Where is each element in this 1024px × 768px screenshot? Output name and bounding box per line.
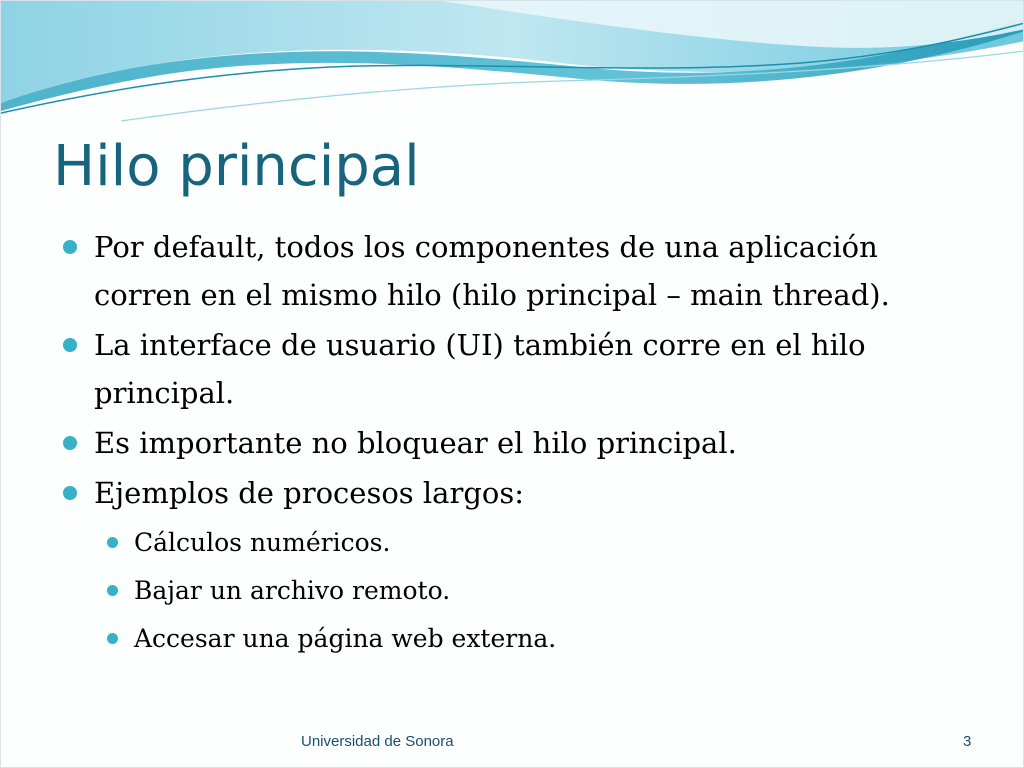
- bullet-text: Por default, todos los componentes de una aplicación corren en el mismo hilo (hilo principal – main thread).: [94, 230, 890, 312]
- slide-title: Hilo principal: [53, 134, 420, 199]
- sub-bullet-item: [107, 615, 983, 663]
- bullet-list: [63, 223, 983, 663]
- page-number: 3: [963, 733, 972, 750]
- bullet-dot-icon: [63, 338, 77, 352]
- footer-institution: Universidad de Sonora: [301, 733, 454, 750]
- sub-bullet-item: [107, 567, 983, 615]
- sub-bullet-text: Accesar una página web externa.: [134, 624, 557, 653]
- sub-bullet-dot-icon: [107, 585, 118, 596]
- bullet-dot-icon: [63, 240, 77, 254]
- bullet-item: [63, 419, 983, 467]
- sub-bullet-text: Cálculos numéricos.: [134, 528, 391, 557]
- header-wave-banner: [1, 1, 1024, 131]
- bullet-item: [63, 469, 983, 517]
- bullet-item: [63, 223, 983, 319]
- bullet-text: La interface de usuario (UI) también corre en el hilo principal.: [94, 328, 866, 410]
- sub-bullet-text: Bajar un archivo remoto.: [134, 576, 451, 605]
- bullet-dot-icon: [63, 436, 77, 450]
- sub-bullet-dot-icon: [107, 537, 118, 548]
- bullet-text: Ejemplos de procesos largos:: [94, 476, 525, 510]
- bullet-item: [63, 321, 983, 417]
- bullet-text: Es importante no bloquear el hilo principal.: [94, 426, 737, 460]
- bullet-dot-icon: [63, 486, 77, 500]
- sub-bullet-item: [107, 519, 983, 567]
- sub-bullet-dot-icon: [107, 633, 118, 644]
